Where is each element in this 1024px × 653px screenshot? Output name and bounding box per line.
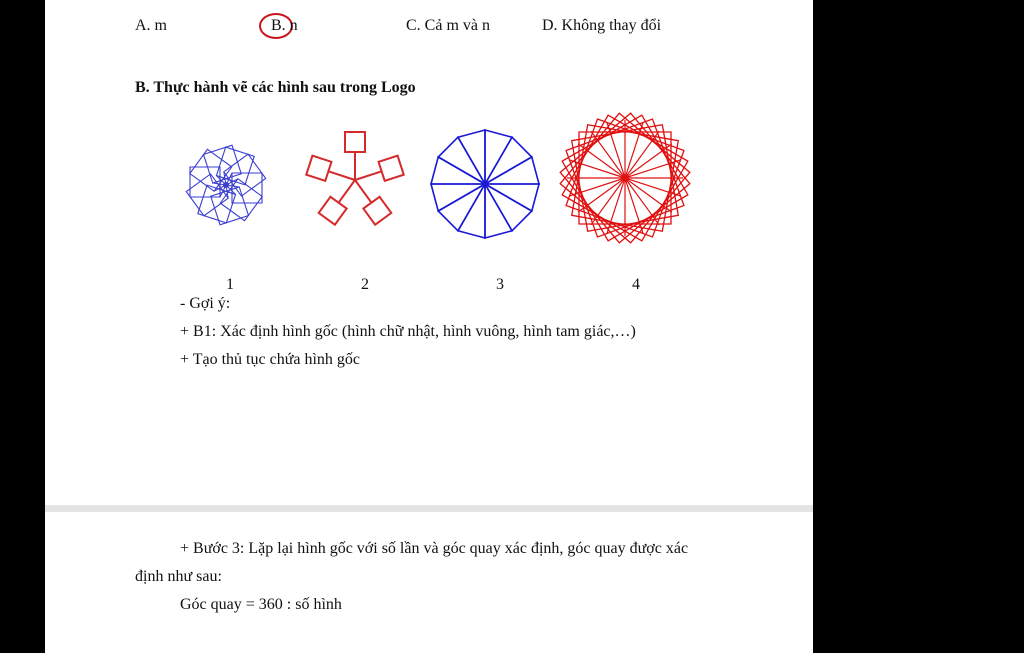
figure-2-spoke (339, 180, 355, 203)
step-3-line-2: định như sau: (135, 568, 222, 585)
page-separator (45, 505, 813, 512)
figure-4-spoke (625, 178, 672, 212)
figure-3-label: 3 (496, 276, 504, 293)
figure-4-spoke (591, 131, 625, 178)
hint-step-1: + B1: Xác định hình gốc (hình chữ nhật, hình vuông, hình tam giác,…) (180, 323, 636, 340)
figure-2-square (345, 132, 365, 152)
figure-4-spoke (578, 144, 625, 178)
figure-2-square (379, 156, 404, 181)
figure-4-rosette (547, 110, 703, 248)
figure-2-spoke (355, 171, 382, 180)
figure-1-center (223, 182, 229, 188)
figure-2-spoke (355, 180, 371, 203)
option-a: A. m (135, 17, 167, 34)
option-d: D. Không thay đổi (542, 17, 662, 34)
figure-4-spoke (625, 144, 672, 178)
figure-2-square (319, 197, 347, 225)
figure-1-label: 1 (226, 276, 234, 293)
option-c: C. Cả m và n (406, 17, 490, 34)
figure-2-spoke (328, 171, 355, 180)
figure-2-square (363, 197, 391, 225)
hint-title: - Gợi ý: (180, 295, 231, 312)
formula: Góc quay = 360 : số hình (180, 596, 342, 613)
option-b: B. n (271, 17, 298, 34)
figure-4-spoke (625, 178, 659, 225)
figure-4-spoke (625, 131, 659, 178)
figure-4-spoke (591, 178, 625, 225)
section-title: B. Thực hành vẽ các hình sau trong Logo (135, 79, 416, 96)
figure-4-label: 4 (632, 276, 640, 293)
figure-2-pinwheel-squares (293, 118, 419, 246)
figure-1-square (216, 147, 254, 185)
step-3-line-1: + Bước 3: Lặp lại hình gốc với số lần và góc quay xác định, góc quay được xác (180, 540, 689, 557)
figure-3-triangle-wheel (425, 122, 545, 246)
figure-4-spoke (578, 178, 625, 212)
figure-1-rotated-squares (163, 122, 289, 248)
document-page-1 (45, 0, 813, 505)
figure-1-square (198, 185, 236, 223)
figure-2-square (306, 156, 331, 181)
figure-2-label: 2 (361, 276, 369, 293)
document-page-2 (45, 512, 813, 653)
hint-step-2: + Tạo thủ tục chứa hình gốc (180, 351, 361, 368)
